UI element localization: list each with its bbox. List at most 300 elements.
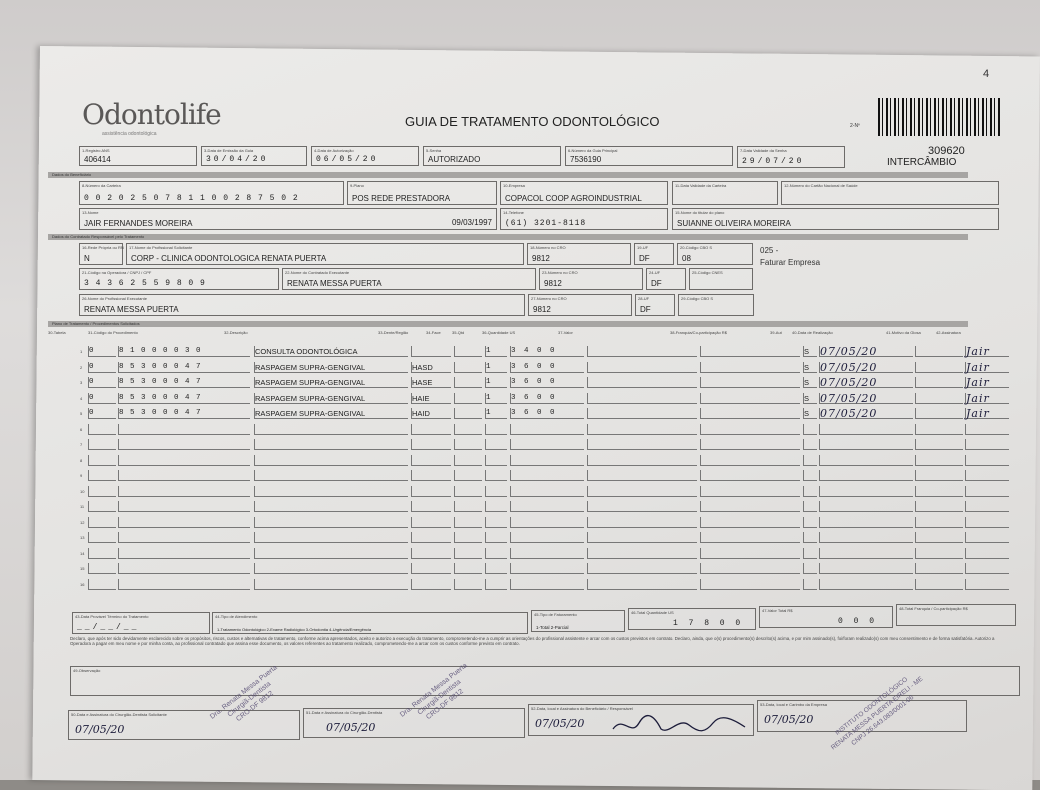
cell-face[interactable] (454, 501, 482, 512)
cell-valor[interactable] (587, 424, 697, 435)
field-value: DF (640, 305, 651, 314)
cell-glosa[interactable] (915, 517, 963, 528)
cell-codigo[interactable] (118, 439, 250, 450)
field-value: 9812 (533, 305, 551, 314)
cnes-field[interactable] (689, 268, 753, 290)
cell-descricao[interactable] (254, 579, 408, 590)
cell-tabela[interactable] (88, 470, 116, 481)
cell-qtd[interactable] (485, 579, 507, 590)
cell-regiao[interactable] (411, 548, 451, 559)
cell-data[interactable] (819, 424, 913, 435)
cell-regiao[interactable]: HASD (411, 362, 451, 373)
cell-glosa[interactable] (915, 393, 963, 404)
cell-codigo[interactable] (118, 563, 250, 574)
cell-glosa[interactable] (915, 408, 963, 419)
cell-qtd[interactable] (485, 548, 507, 559)
cell-data[interactable] (819, 532, 913, 543)
cell-regiao[interactable]: HASE (411, 377, 451, 388)
cell-codigo[interactable] (118, 532, 250, 543)
carteira-field[interactable] (79, 181, 344, 205)
cell-regiao[interactable] (411, 470, 451, 481)
cell-codigo[interactable] (118, 486, 250, 497)
cell-regiao[interactable] (411, 346, 451, 357)
cell-us[interactable] (510, 455, 584, 466)
cell-assinatura[interactable] (965, 470, 1009, 481)
cell-descricao[interactable] (254, 470, 408, 481)
cell-descricao[interactable]: RASPAGEM SUPRA-GENGIVAL (254, 377, 408, 388)
data-emissao-field[interactable] (201, 146, 307, 166)
cell-regiao[interactable]: HAIE (411, 393, 451, 404)
cell-qtd[interactable] (485, 563, 507, 574)
field-label: 4-Data de Autorização (314, 148, 354, 153)
cro-prof-field[interactable] (528, 294, 632, 316)
cell-qtd[interactable] (485, 470, 507, 481)
field-label: 5-Senha (426, 148, 442, 153)
field-value: AUTORIZADO (428, 155, 481, 164)
cell-us[interactable] (510, 501, 584, 512)
row-number: 7 (80, 442, 83, 447)
field-label: 29-Código CBO S (681, 296, 714, 301)
cell-codigo[interactable] (118, 501, 250, 512)
cell-regiao[interactable] (411, 424, 451, 435)
cell-regiao[interactable]: HAID (411, 408, 451, 419)
cell-tabela[interactable] (88, 486, 116, 497)
field-label: 45-Tipo de Faturamento (534, 612, 577, 617)
field-label: 6-Número da Guia Principal (568, 148, 618, 153)
cell-aut[interactable] (803, 424, 817, 435)
cell-face[interactable] (454, 424, 482, 435)
cell-regiao[interactable] (411, 501, 451, 512)
uf-executante-field[interactable] (646, 268, 686, 290)
cell-codigo[interactable]: 8 1 0 0 0 0 3 0 (118, 346, 250, 357)
cell-valor[interactable] (587, 548, 697, 559)
cell-descricao[interactable] (254, 548, 408, 559)
cell-assinatura[interactable] (965, 486, 1009, 497)
cell-descricao[interactable] (254, 439, 408, 450)
cell-us[interactable] (510, 532, 584, 543)
company-stamp: INSTITUTO ODONTOLÓGICO RENATA MESSA PUERTA EIRELI - ME CNPJ 26.643.083/0001-06 (829, 675, 925, 752)
cell-us[interactable] (510, 424, 584, 435)
cell-aut[interactable]: S (803, 408, 817, 419)
cell-aut[interactable] (803, 579, 817, 590)
cell-aut[interactable]: S (803, 393, 817, 404)
cell-qtd[interactable]: 1 (485, 393, 507, 404)
cell-glosa[interactable] (915, 470, 963, 481)
codigo-operadora-field[interactable] (79, 268, 279, 290)
cell-data[interactable] (819, 470, 913, 481)
cartao-nacional-field[interactable] (781, 181, 999, 205)
cell-us[interactable] (510, 548, 584, 559)
field-value: 0 0 0 (838, 617, 878, 626)
observacao-field[interactable] (70, 666, 1020, 696)
rede-propria-field[interactable] (79, 243, 123, 265)
column-header: 33-Dente/Região (378, 330, 409, 335)
cell-glosa[interactable] (915, 579, 963, 590)
cell-us[interactable] (510, 579, 584, 590)
field-value: 08 (682, 254, 691, 263)
cell-regiao[interactable] (411, 563, 451, 574)
cell-tabela[interactable] (88, 548, 116, 559)
cell-glosa[interactable] (915, 563, 963, 574)
column-header: 34-Face (426, 330, 441, 335)
cell-assinatura[interactable]: Jair (965, 408, 1009, 419)
cell-valor[interactable] (587, 455, 697, 466)
cell-us[interactable]: 3 6 0 0 (510, 377, 584, 388)
cell-codigo[interactable]: 8 5 3 0 0 0 4 7 (118, 408, 250, 419)
cell-qtd[interactable]: 1 (485, 362, 507, 373)
cell-descricao[interactable] (254, 501, 408, 512)
column-header: 41-Motivo da Glosa (886, 330, 921, 335)
cell-data[interactable]: 07/05/20 (819, 393, 913, 404)
cell-face[interactable] (454, 346, 482, 357)
cell-tabela[interactable] (88, 532, 116, 543)
field-value: 30/04/20 (206, 155, 269, 164)
cell-franquia[interactable] (700, 517, 800, 528)
cell-franquia[interactable] (700, 408, 800, 419)
assinatura-beneficiario-field[interactable] (528, 704, 754, 736)
telefone-field[interactable] (500, 208, 668, 230)
cell-codigo[interactable] (118, 424, 250, 435)
cell-data[interactable]: 07/05/20 (819, 377, 913, 388)
cell-franquia[interactable] (700, 424, 800, 435)
cell-data[interactable] (819, 455, 913, 466)
cell-tabela[interactable] (88, 439, 116, 450)
field-value: 06/05/20 (316, 155, 379, 164)
assinatura-solicitante-field[interactable] (68, 710, 300, 740)
cell-qtd[interactable] (485, 501, 507, 512)
cell-face[interactable] (454, 408, 482, 419)
cell-face[interactable] (454, 486, 482, 497)
cell-valor[interactable] (587, 346, 697, 357)
total-franquia-field[interactable] (896, 604, 1016, 626)
cell-glosa[interactable] (915, 424, 963, 435)
cell-valor[interactable] (587, 408, 697, 419)
cell-assinatura[interactable] (965, 548, 1009, 559)
cell-descricao[interactable]: RASPAGEM SUPRA-GENGIVAL (254, 362, 408, 373)
cell-face[interactable] (454, 517, 482, 528)
row-number: 10 (80, 488, 85, 494)
dentist-stamp-1: Dra. Renata Messa Puerta Cirurgiã-Dentista CRO-DF 9812 (209, 664, 279, 724)
field-label: 17-Nome do Profissional Solicitante (129, 245, 193, 250)
field-value: 1-Tratamento Odontológico 2-Exame Radiológico 3-Ortodontia 4-Urgência/Emergência (217, 627, 372, 632)
cro-solicitante-field[interactable] (527, 243, 631, 265)
uf-prof-field[interactable] (635, 294, 675, 316)
cell-qtd[interactable] (485, 439, 507, 450)
cell-codigo[interactable] (118, 470, 250, 481)
cell-glosa[interactable] (915, 455, 963, 466)
cell-valor[interactable] (587, 486, 697, 497)
cell-glosa[interactable] (915, 486, 963, 497)
cell-codigo[interactable]: 8 5 3 0 0 0 4 7 (118, 393, 250, 404)
cell-us[interactable] (510, 439, 584, 450)
cell-assinatura[interactable]: Jair (965, 346, 1009, 357)
cell-franquia[interactable] (700, 486, 800, 497)
cell-franquia[interactable] (700, 377, 800, 388)
cell-face[interactable] (454, 439, 482, 450)
total-us-field[interactable] (628, 608, 756, 630)
cell-face[interactable] (454, 377, 482, 388)
cell-data[interactable] (819, 501, 913, 512)
cell-data[interactable]: 07/05/20 (819, 346, 913, 357)
dentist-stamp-2: Dra. Renata Messa Puerta Cirurgiã-Dentista CRO-DF 9812 (399, 662, 469, 722)
cell-descricao[interactable] (254, 455, 408, 466)
nome-executante-field[interactable] (282, 268, 536, 290)
cell-face[interactable] (454, 455, 482, 466)
cell-qtd[interactable] (485, 424, 507, 435)
cell-glosa[interactable] (915, 362, 963, 373)
cell-codigo[interactable] (118, 579, 250, 590)
cell-aut[interactable] (803, 486, 817, 497)
cell-tabela[interactable]: 0 (88, 362, 116, 373)
field-value: CORP - CLINICA ODONTOLOGICA RENATA PUERTA (131, 254, 327, 263)
field-label: 25-Código CNES (692, 270, 723, 275)
cell-face[interactable] (454, 548, 482, 559)
cell-face[interactable] (454, 579, 482, 590)
cell-aut[interactable] (803, 455, 817, 466)
cell-franquia[interactable] (700, 393, 800, 404)
cell-valor[interactable] (587, 532, 697, 543)
cell-regiao[interactable] (411, 532, 451, 543)
empresa-field[interactable] (500, 181, 668, 205)
field-label: 26-Nome do Profissional Executante (82, 296, 147, 301)
cell-franquia[interactable] (700, 455, 800, 466)
cell-regiao[interactable] (411, 579, 451, 590)
cell-assinatura[interactable] (965, 455, 1009, 466)
cell-tabela[interactable] (88, 563, 116, 574)
field-label: 51-Data e Assinatura do Cirurgião-Dentista (306, 710, 383, 715)
field-label: 49-Observação (73, 668, 101, 673)
cell-face[interactable] (454, 470, 482, 481)
cell-regiao[interactable] (411, 486, 451, 497)
cell-assinatura[interactable] (965, 439, 1009, 450)
cell-assinatura[interactable] (965, 579, 1009, 590)
field-label: 46-Total Quantidade US (631, 610, 674, 615)
field-value: 9812 (532, 254, 550, 263)
field-label: 23-Número no CRO (542, 270, 578, 275)
cell-assinatura[interactable] (965, 517, 1009, 528)
declaracao-text: Declaro, que após ter sido devidamente esclarecido sobre os propósitos, riscos, custos e alternativas de tratamento, conforme acima apresentados, aceito e autorizo a execução do tratamento, comprometendo-me a cumprir as orientações do profissional assistente e arcar com os custos previstos em contrato. Declaro, ainda, que o(s) procedimento(s) descrito(s) acima, e por mim assinado(s), foi/foram realizado(s) com meu consentimento e de forma satisfatória. Autorizo a Operadora a pagar em meu nome e por minha conta, ao profissional contratado que assina esse documento, os valores referentes ao tratamento realizado, comprometendo-me a arcar com os custos conforme previsto em contrato. (70, 636, 995, 647)
cell-qtd[interactable] (485, 517, 507, 528)
cell-qtd[interactable]: 1 (485, 377, 507, 388)
cell-face[interactable] (454, 362, 482, 373)
cell-us[interactable]: 3 6 0 0 (510, 362, 584, 373)
validade-carteira-field[interactable] (672, 181, 778, 205)
cell-descricao[interactable]: CONSULTA ODONTOLÓGICA (254, 346, 408, 357)
cbo-solicitante-field[interactable] (677, 243, 753, 265)
column-header: 37-Valor (558, 330, 573, 335)
cell-descricao[interactable] (254, 563, 408, 574)
cell-tabela[interactable] (88, 579, 116, 590)
cell-regiao[interactable] (411, 439, 451, 450)
cell-face[interactable] (454, 563, 482, 574)
cell-tabela[interactable]: 0 (88, 393, 116, 404)
cell-assinatura[interactable] (965, 563, 1009, 574)
cell-assinatura[interactable]: Jair (965, 362, 1009, 373)
cell-glosa[interactable] (915, 532, 963, 543)
cell-assinatura[interactable] (965, 532, 1009, 543)
cell-us[interactable] (510, 486, 584, 497)
cell-valor[interactable] (587, 579, 697, 590)
cell-qtd[interactable]: 1 (485, 408, 507, 419)
cell-regiao[interactable] (411, 517, 451, 528)
field-value: N (84, 254, 90, 263)
cell-descricao[interactable] (254, 532, 408, 543)
cell-aut[interactable] (803, 439, 817, 450)
cro-executante-field[interactable] (539, 268, 643, 290)
cell-glosa[interactable] (915, 377, 963, 388)
cell-us[interactable]: 3 6 0 0 (510, 393, 584, 404)
cell-tabela[interactable] (88, 424, 116, 435)
tipo-faturamento-field[interactable] (531, 610, 625, 632)
cell-franquia[interactable] (700, 532, 800, 543)
cell-franquia[interactable] (700, 548, 800, 559)
cell-descricao[interactable] (254, 517, 408, 528)
cell-franquia[interactable] (700, 439, 800, 450)
table-header (48, 330, 1008, 338)
data-termino-field[interactable] (72, 612, 210, 634)
cell-aut[interactable] (803, 501, 817, 512)
cell-qtd[interactable] (485, 486, 507, 497)
cell-us[interactable] (510, 563, 584, 574)
cell-franquia[interactable] (700, 501, 800, 512)
cell-valor[interactable] (587, 393, 697, 404)
cell-valor[interactable] (587, 377, 697, 388)
cell-face[interactable] (454, 532, 482, 543)
cell-aut[interactable]: S (803, 377, 817, 388)
cell-assinatura[interactable] (965, 424, 1009, 435)
tipo-atendimento-field[interactable] (212, 612, 528, 634)
senha-field[interactable] (423, 146, 561, 166)
cell-data[interactable] (819, 439, 913, 450)
row-number: 9 (80, 473, 83, 478)
cell-descricao[interactable]: RASPAGEM SUPRA-GENGIVAL (254, 393, 408, 404)
cell-codigo[interactable] (118, 517, 250, 528)
field-label: 48-Total Franquia / Co-participação R$ (899, 606, 968, 611)
cell-aut[interactable] (803, 470, 817, 481)
cell-franquia[interactable] (700, 579, 800, 590)
field-value: COPACOL COOP AGROINDUSTRIAL (505, 194, 642, 203)
valor-total-field[interactable] (759, 606, 893, 628)
cell-us[interactable]: 3 6 0 0 (510, 408, 584, 419)
validade-senha-field[interactable] (737, 146, 845, 168)
cell-codigo[interactable]: 8 5 3 0 0 0 4 7 (118, 362, 250, 373)
cell-tabela[interactable]: 0 (88, 408, 116, 419)
cell-tabela[interactable] (88, 501, 116, 512)
plano-field[interactable] (347, 181, 497, 205)
cell-tabela[interactable] (88, 517, 116, 528)
cell-aut[interactable] (803, 532, 817, 543)
field-label: 28-UF (638, 296, 650, 301)
field-label: 27-Número no CRO (531, 296, 567, 301)
cell-qtd[interactable]: 1 (485, 346, 507, 357)
cell-glosa[interactable] (915, 346, 963, 357)
cell-data[interactable] (819, 563, 913, 574)
nome-solicitante-field[interactable] (126, 243, 524, 265)
uf-solicitante-field[interactable] (634, 243, 674, 265)
nome-prof-executante-field[interactable] (79, 294, 525, 316)
field-value: 3 4 3 6 2 5 5 9 8 0 9 (84, 279, 206, 288)
cell-face[interactable] (454, 393, 482, 404)
section-contratado: Dados do Contratado Responsável pelo Tratamento (48, 234, 968, 240)
cell-tabela[interactable]: 0 (88, 346, 116, 357)
field-label: 11-Data Validade da Carteira (675, 183, 727, 188)
field-label: 15-Nome do titular do plano (675, 210, 725, 215)
cell-valor[interactable] (587, 439, 697, 450)
cell-assinatura[interactable] (965, 501, 1009, 512)
cell-aut[interactable]: S (803, 346, 817, 357)
intercambio-label: INTERCÂMBIO (887, 157, 957, 168)
cell-glosa[interactable] (915, 501, 963, 512)
cbo-prof-field[interactable] (678, 294, 754, 316)
cell-tabela[interactable] (88, 455, 116, 466)
cell-descricao[interactable] (254, 424, 408, 435)
cell-aut[interactable] (803, 517, 817, 528)
cell-tabela[interactable]: 0 (88, 377, 116, 388)
cell-data[interactable] (819, 486, 913, 497)
field-value: SUIANNE OLIVEIRA MOREIRA (677, 219, 791, 228)
cell-aut[interactable]: S (803, 362, 817, 373)
cell-franquia[interactable] (700, 346, 800, 357)
cell-valor[interactable] (587, 470, 697, 481)
cell-us[interactable] (510, 470, 584, 481)
cell-qtd[interactable] (485, 532, 507, 543)
cell-franquia[interactable] (700, 563, 800, 574)
cell-regiao[interactable] (411, 455, 451, 466)
cell-data[interactable]: 07/05/20 (819, 408, 913, 419)
cell-valor[interactable] (587, 517, 697, 528)
cell-franquia[interactable] (700, 362, 800, 373)
cell-us[interactable] (510, 517, 584, 528)
cell-valor[interactable] (587, 501, 697, 512)
cell-valor[interactable] (587, 362, 697, 373)
guia-principal-field[interactable] (565, 146, 733, 166)
cell-descricao[interactable]: RASPAGEM SUPRA-GENGIVAL (254, 408, 408, 419)
cell-us[interactable]: 3 4 0 0 (510, 346, 584, 357)
guia-number: 309620 (928, 145, 965, 157)
field-value: 29/07/20 (742, 157, 805, 166)
field-label: 16-Rede Própria ou RN (82, 245, 124, 250)
cell-aut[interactable] (803, 548, 817, 559)
cell-data[interactable] (819, 579, 913, 590)
titular-field[interactable] (672, 208, 999, 230)
cell-glosa[interactable] (915, 548, 963, 559)
cell-qtd[interactable] (485, 455, 507, 466)
faturar-code: 025 - (760, 246, 779, 255)
cell-assinatura[interactable]: Jair (965, 377, 1009, 388)
cell-franquia[interactable] (700, 470, 800, 481)
cell-glosa[interactable] (915, 439, 963, 450)
page-title: GUIA DE TRATAMENTO ODONTOLÓGICO (405, 114, 660, 129)
column-header: 38-Franquia/Co-participação R$ (670, 330, 727, 335)
cell-data[interactable] (819, 517, 913, 528)
field-label: 43-Data Provável Término do Tratamento (75, 614, 149, 619)
cell-descricao[interactable] (254, 486, 408, 497)
data-autorizacao-field[interactable] (311, 146, 419, 166)
cell-codigo[interactable]: 8 5 3 0 0 0 4 7 (118, 377, 250, 388)
nome-field[interactable] (79, 208, 497, 230)
cell-valor[interactable] (587, 563, 697, 574)
cell-data[interactable]: 07/05/20 (819, 362, 913, 373)
cell-codigo[interactable] (118, 455, 250, 466)
cell-codigo[interactable] (118, 548, 250, 559)
registro-ans-field[interactable] (79, 146, 197, 166)
cell-assinatura[interactable]: Jair (965, 393, 1009, 404)
field-label: 13-Nome (82, 210, 99, 215)
cell-aut[interactable] (803, 563, 817, 574)
field-value: 0 0 2 0 2 5 0 7 8 1 1 0 0 2 8 7 5 0 2 (84, 194, 299, 203)
column-header: 30-Tabela (48, 330, 66, 335)
cell-data[interactable] (819, 548, 913, 559)
